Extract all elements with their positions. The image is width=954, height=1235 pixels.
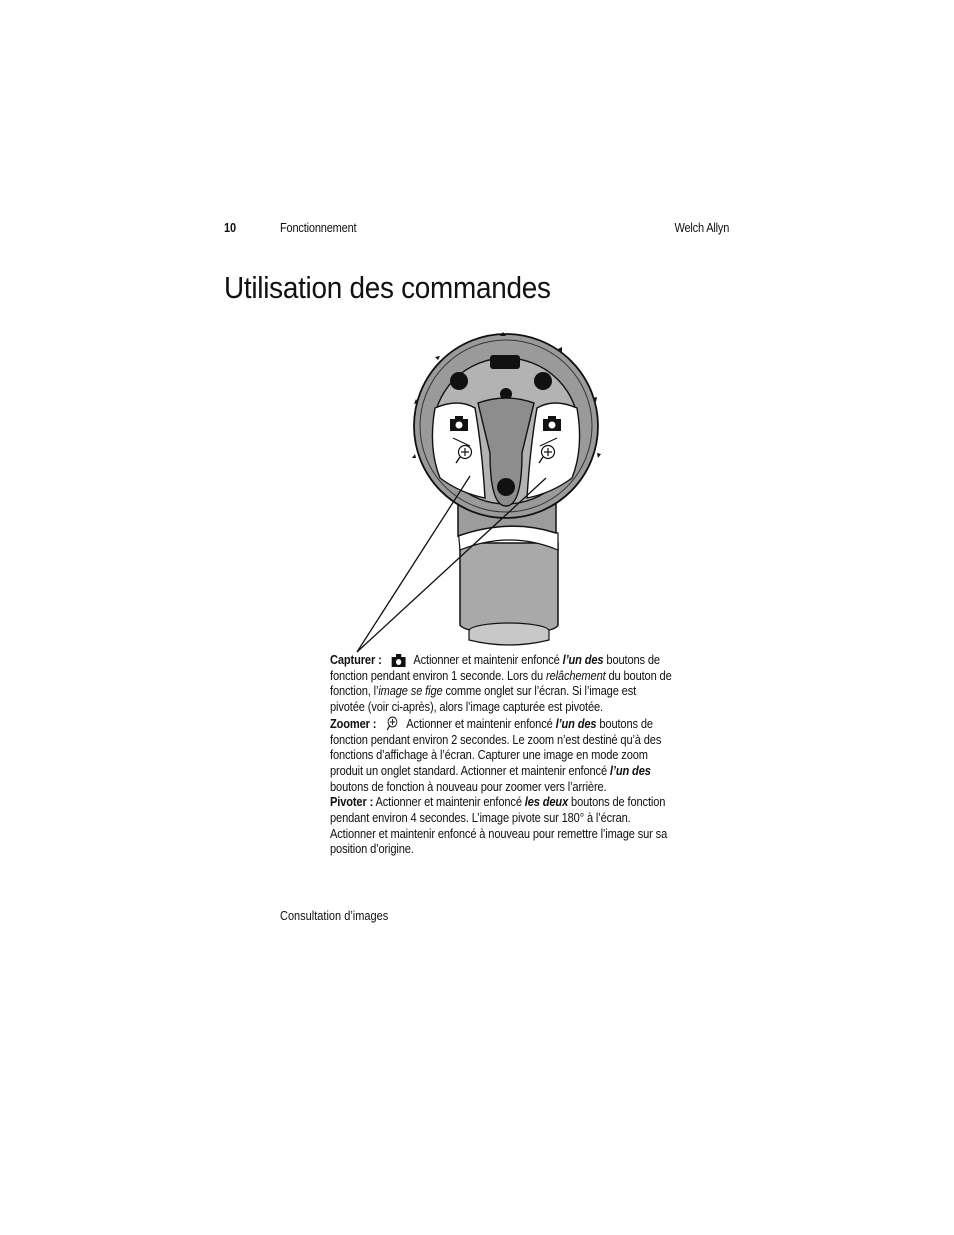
brand-header: Welch Allyn [674, 221, 729, 235]
device-illustration [300, 328, 630, 658]
rotate-paragraph: Pivoter : Actionner et maintenir enfoncé les deux boutons de fonction pendant environ 4 secondes. L’image pivote sur 180° à l’écran. Actionner et maintenir enfoncé à nouveau pour remettre l’image sur sa position d’origine. [330, 795, 668, 857]
zoom-label: Zoomer : [330, 716, 377, 731]
page-number: 10 [224, 221, 236, 235]
section-header: Fonctionnement [280, 221, 357, 235]
capture-label: Capturer : [330, 653, 382, 667]
controls-description [330, 653, 673, 858]
capture-paragraph: Capturer : Actionner et maintenir enfoncé l’un des boutons de fonction pendant environ 1 seconde. Lors du relâchement du bouton de fonction, l’image se fige comme onglet sur l’écran. Si l’image est pivotée (voir ci-après), alors l’image capturée est pivotée. [330, 653, 672, 715]
rotate-label: Pivoter : [330, 795, 374, 810]
camera-icon [392, 654, 406, 667]
page-title: Utilisation des commandes [224, 270, 551, 305]
zoom-paragraph: Zoomer : Actionner et maintenir enfoncé l’un des boutons de fonction pendant environ 2 secondes. Le zoom n’est destiné qu’à des fonctions d’affichage à l’écran. Capturer une image en mode zoom produit un onglet standard. Actionner et maintenir enfoncé l’un des boutons de fonction à nouveau pour zoomer vers l’arrière. [330, 716, 662, 794]
zoom-in-icon [386, 716, 398, 731]
footer-section: Consultation d’images [280, 909, 389, 923]
